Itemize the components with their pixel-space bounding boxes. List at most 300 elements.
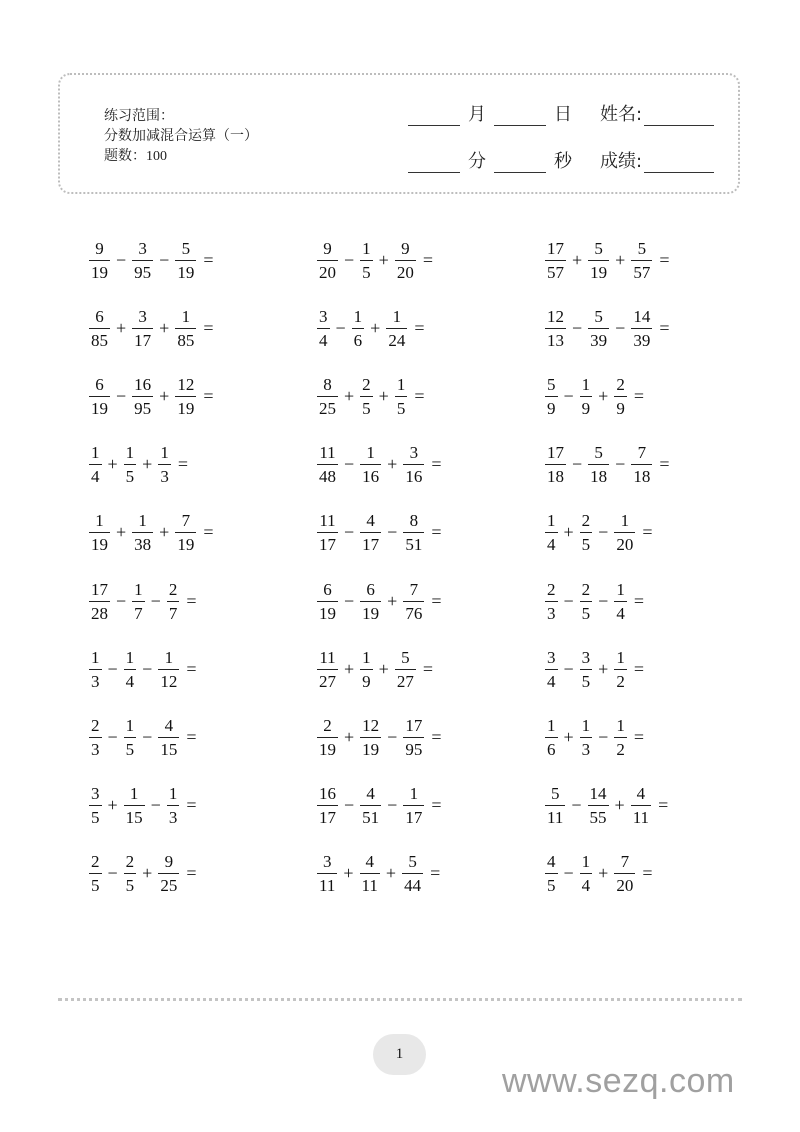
operator: + xyxy=(344,385,355,406)
month-label: 月 xyxy=(468,104,486,125)
fraction xyxy=(175,308,196,349)
numerator: 16 xyxy=(319,784,336,804)
denominator: 85 xyxy=(89,328,110,349)
operator: + xyxy=(116,317,127,338)
operator: + xyxy=(378,658,389,679)
numerator: 5 xyxy=(594,443,603,463)
operator: − xyxy=(344,590,355,611)
operator: + xyxy=(572,249,583,270)
operator: + xyxy=(563,726,574,747)
denominator: 3 xyxy=(89,669,102,690)
denominator: 9 xyxy=(580,396,593,417)
denominator: 18 xyxy=(588,464,609,485)
equals-sign: = xyxy=(177,454,188,475)
operator: − xyxy=(335,317,346,338)
problem-item xyxy=(316,236,433,284)
operator: + xyxy=(159,522,170,543)
denominator: 4 xyxy=(580,873,593,894)
fraction xyxy=(167,785,180,826)
denominator: 4 xyxy=(614,601,627,622)
fraction xyxy=(124,853,137,894)
numerator: 1 xyxy=(168,784,178,804)
day-label: 日 xyxy=(554,104,572,125)
fraction xyxy=(545,785,565,826)
fraction xyxy=(580,717,593,758)
fraction xyxy=(360,444,381,485)
numerator: 5 xyxy=(181,238,191,258)
fraction xyxy=(580,512,593,553)
footer-divider xyxy=(58,998,742,1001)
fraction xyxy=(317,240,338,281)
numerator: 2 xyxy=(581,579,591,599)
fraction xyxy=(545,581,558,622)
numerator: 6 xyxy=(95,306,104,326)
fraction xyxy=(614,376,627,417)
denominator: 5 xyxy=(360,260,373,281)
fraction xyxy=(360,512,381,553)
numerator: 1 xyxy=(616,715,625,735)
denominator: 11 xyxy=(360,873,380,894)
operator: − xyxy=(598,726,609,747)
numerator: 1 xyxy=(134,579,143,599)
operator: + xyxy=(378,385,389,406)
denominator: 19 xyxy=(89,396,110,417)
numerator: 3 xyxy=(138,306,147,326)
denominator: 3 xyxy=(158,464,171,485)
numerator: 1 xyxy=(164,647,174,667)
numerator: 4 xyxy=(164,715,174,735)
denominator: 38 xyxy=(132,532,153,553)
fraction xyxy=(614,512,635,553)
fraction xyxy=(360,376,373,417)
fraction xyxy=(89,376,110,417)
fraction xyxy=(158,717,179,758)
equals-sign: = xyxy=(633,590,644,611)
denominator: 55 xyxy=(588,805,609,826)
numerator: 17 xyxy=(405,715,423,735)
denominator: 5 xyxy=(580,669,593,690)
fraction xyxy=(614,649,627,690)
fraction xyxy=(175,240,196,281)
operator: + xyxy=(614,795,625,816)
equals-sign: = xyxy=(642,863,653,884)
denominator: 3 xyxy=(580,737,593,758)
fraction xyxy=(545,240,566,281)
fraction xyxy=(352,308,365,349)
date-name-row xyxy=(408,100,714,126)
denominator: 24 xyxy=(386,328,407,349)
numerator: 12 xyxy=(547,306,564,326)
problem-item xyxy=(88,645,196,693)
denominator: 12 xyxy=(158,669,179,690)
numerator: 6 xyxy=(366,579,375,599)
problem-item xyxy=(316,713,441,761)
denominator: 18 xyxy=(631,464,652,485)
denominator: 4 xyxy=(317,328,330,349)
denominator: 48 xyxy=(317,464,338,485)
fraction xyxy=(317,717,338,758)
operator: + xyxy=(563,522,574,543)
denominator: 19 xyxy=(175,396,196,417)
equals-sign: = xyxy=(203,249,214,270)
denominator: 11 xyxy=(545,805,565,826)
fraction xyxy=(89,308,110,349)
fraction xyxy=(89,785,102,826)
equals-sign: = xyxy=(203,317,214,338)
fraction xyxy=(588,785,609,826)
operator: − xyxy=(107,726,118,747)
operator: − xyxy=(344,795,355,816)
fraction xyxy=(124,649,137,690)
operator: − xyxy=(387,522,398,543)
denominator: 19 xyxy=(360,601,381,622)
range-label: 练习范围： xyxy=(104,108,174,124)
problem-item xyxy=(316,304,424,352)
denominator: 20 xyxy=(614,873,635,894)
operator: − xyxy=(150,590,161,611)
fraction xyxy=(395,376,408,417)
numerator: 1 xyxy=(129,784,139,804)
numerator: 11 xyxy=(319,443,336,463)
equals-sign: = xyxy=(186,795,197,816)
fraction xyxy=(167,581,180,622)
denominator: 4 xyxy=(545,532,558,553)
operator: − xyxy=(344,454,355,475)
operator: − xyxy=(150,795,161,816)
fraction xyxy=(614,853,635,894)
operator: − xyxy=(572,454,583,475)
operator: + xyxy=(370,317,381,338)
operator: − xyxy=(563,590,574,611)
denominator: 76 xyxy=(403,601,424,622)
denominator: 5 xyxy=(89,805,102,826)
numerator: 9 xyxy=(401,238,410,258)
equals-sign: = xyxy=(659,317,670,338)
denominator: 3 xyxy=(545,601,558,622)
numerator: 4 xyxy=(547,852,556,872)
problem-item xyxy=(88,713,196,761)
denominator: 20 xyxy=(317,260,338,281)
problem-item xyxy=(88,782,196,830)
problem-item xyxy=(88,577,196,625)
problem-item xyxy=(316,645,433,693)
numerator: 2 xyxy=(125,852,135,872)
operator: − xyxy=(344,522,355,543)
numerator: 5 xyxy=(547,374,556,394)
numerator: 6 xyxy=(323,579,332,599)
numerator: 1 xyxy=(581,852,591,872)
denominator: 51 xyxy=(403,532,424,553)
denominator: 19 xyxy=(360,737,381,758)
name-blank[interactable] xyxy=(644,105,714,126)
fraction xyxy=(132,581,145,622)
fraction xyxy=(631,240,652,281)
problem-item xyxy=(88,850,196,898)
name-label: 姓名: xyxy=(600,104,643,125)
numerator: 11 xyxy=(319,647,336,667)
numerator: 12 xyxy=(177,374,195,394)
denominator: 9 xyxy=(360,669,373,690)
operator: + xyxy=(344,658,355,679)
equals-sign: = xyxy=(414,385,425,406)
fraction xyxy=(317,308,330,349)
denominator: 25 xyxy=(317,396,338,417)
fraction xyxy=(545,717,558,758)
denominator: 39 xyxy=(588,328,609,349)
problem-item xyxy=(544,713,644,761)
problem-item xyxy=(544,236,669,284)
problem-item xyxy=(316,850,440,898)
denominator: 18 xyxy=(545,464,566,485)
numerator: 1 xyxy=(125,715,135,735)
numerator: 5 xyxy=(408,852,417,872)
fraction xyxy=(580,853,593,894)
operator: − xyxy=(615,317,626,338)
fraction xyxy=(158,444,171,485)
numerator: 2 xyxy=(91,852,100,872)
operator: + xyxy=(387,454,398,475)
numerator: 14 xyxy=(589,784,607,804)
numerator: 1 xyxy=(616,579,625,599)
equals-sign: = xyxy=(186,658,197,679)
numerator: 7 xyxy=(620,852,630,872)
denominator: 19 xyxy=(317,601,338,622)
count-value: 100 xyxy=(146,149,167,164)
fraction xyxy=(360,785,381,826)
numerator: 1 xyxy=(181,306,191,326)
numerator: 17 xyxy=(91,579,108,599)
problem-item xyxy=(544,850,652,898)
fraction xyxy=(317,649,338,690)
fraction xyxy=(317,853,337,894)
numerator: 8 xyxy=(323,374,332,394)
fraction xyxy=(631,785,651,826)
fraction xyxy=(395,240,416,281)
page-number: 1 xyxy=(373,1034,426,1075)
numerator: 1 xyxy=(581,374,591,394)
denominator: 5 xyxy=(580,601,593,622)
denominator: 19 xyxy=(89,532,110,553)
fraction xyxy=(588,240,609,281)
numerator: 2 xyxy=(362,374,371,394)
denominator: 19 xyxy=(588,260,609,281)
denominator: 7 xyxy=(132,601,145,622)
second-blank[interactable] xyxy=(494,152,546,173)
operator: + xyxy=(142,863,153,884)
numerator: 2 xyxy=(547,579,556,599)
numerator: 1 xyxy=(362,647,371,667)
operator: + xyxy=(598,658,609,679)
fraction xyxy=(317,512,338,553)
equals-sign: = xyxy=(659,249,670,270)
numerator: 1 xyxy=(125,647,135,667)
numerator: 5 xyxy=(637,238,647,258)
problem-item xyxy=(316,372,424,420)
denominator: 20 xyxy=(395,260,416,281)
problem-count xyxy=(104,146,258,167)
operator: + xyxy=(343,863,354,884)
numerator: 1 xyxy=(138,511,147,531)
denominator: 13 xyxy=(545,328,566,349)
operator: − xyxy=(387,726,398,747)
topic-label: 分数加减混合运算（一） xyxy=(104,128,258,144)
numerator: 3 xyxy=(91,784,100,804)
numerator: 1 xyxy=(581,715,591,735)
numerator: 4 xyxy=(365,852,374,872)
fraction xyxy=(403,444,424,485)
numerator: 1 xyxy=(392,306,402,326)
denominator: 44 xyxy=(402,873,423,894)
equals-sign: = xyxy=(658,795,669,816)
fraction xyxy=(580,649,593,690)
operator: + xyxy=(344,726,355,747)
fraction xyxy=(403,581,424,622)
fraction xyxy=(175,512,196,553)
worksheet-info xyxy=(104,106,258,167)
fraction xyxy=(588,444,609,485)
day-blank[interactable] xyxy=(494,105,546,126)
month-blank[interactable] xyxy=(408,105,460,126)
numerator: 4 xyxy=(366,784,375,804)
numerator: 17 xyxy=(547,443,564,463)
numerator: 1 xyxy=(396,374,406,394)
numerator: 12 xyxy=(362,715,380,735)
fraction xyxy=(89,649,102,690)
denominator: 57 xyxy=(545,260,566,281)
numerator: 1 xyxy=(620,511,630,531)
denominator: 51 xyxy=(360,805,381,826)
equals-sign: = xyxy=(186,863,197,884)
numerator: 1 xyxy=(95,511,104,531)
numerator: 2 xyxy=(323,715,332,735)
denominator: 95 xyxy=(132,396,153,417)
numerator: 5 xyxy=(594,306,603,326)
operator: − xyxy=(598,590,609,611)
problem-item xyxy=(544,782,668,830)
numerator: 3 xyxy=(138,238,147,258)
numerator: 1 xyxy=(409,784,419,804)
equals-sign: = xyxy=(633,726,644,747)
denominator: 95 xyxy=(403,737,424,758)
numerator: 1 xyxy=(366,443,375,463)
denominator: 95 xyxy=(132,260,153,281)
fraction xyxy=(124,444,137,485)
denominator: 4 xyxy=(124,669,137,690)
denominator: 20 xyxy=(614,532,635,553)
numerator: 1 xyxy=(547,511,556,531)
time-score-row xyxy=(408,147,714,173)
numerator: 2 xyxy=(581,511,591,531)
operator: + xyxy=(142,454,153,475)
operator: − xyxy=(116,590,127,611)
operator: + xyxy=(107,454,118,475)
problem-item xyxy=(544,372,644,420)
fraction xyxy=(545,649,558,690)
fraction xyxy=(158,853,179,894)
numerator: 3 xyxy=(581,647,591,667)
fraction xyxy=(89,444,102,485)
denominator: 19 xyxy=(175,260,196,281)
numerator: 17 xyxy=(547,238,564,258)
denominator: 17 xyxy=(317,805,338,826)
problem-item xyxy=(316,509,441,557)
operator: + xyxy=(598,385,609,406)
equals-sign: = xyxy=(431,726,442,747)
denominator: 5 xyxy=(395,396,408,417)
operator: − xyxy=(159,249,170,270)
numerator: 16 xyxy=(134,374,152,394)
fraction xyxy=(545,376,558,417)
fraction xyxy=(124,785,145,826)
fraction xyxy=(631,444,652,485)
score-blank[interactable] xyxy=(644,152,714,173)
fraction xyxy=(132,308,153,349)
operator: + xyxy=(107,795,118,816)
operator: − xyxy=(598,522,609,543)
equals-sign: = xyxy=(414,317,425,338)
fraction xyxy=(580,376,593,417)
denominator: 4 xyxy=(89,464,102,485)
fraction xyxy=(403,785,424,826)
operator: − xyxy=(116,249,127,270)
fraction xyxy=(614,581,627,622)
equals-sign: = xyxy=(431,454,442,475)
denominator: 6 xyxy=(352,328,365,349)
numerator: 1 xyxy=(547,715,556,735)
fraction xyxy=(360,240,373,281)
denominator: 85 xyxy=(175,328,196,349)
minute-label: 分 xyxy=(468,151,486,172)
count-label: 题数： xyxy=(104,148,146,164)
denominator: 19 xyxy=(317,737,338,758)
problem-item xyxy=(316,441,441,489)
denominator: 7 xyxy=(167,601,180,622)
numerator: 9 xyxy=(164,852,174,872)
denominator: 5 xyxy=(124,873,137,894)
numerator: 14 xyxy=(633,306,651,326)
numerator: 2 xyxy=(616,374,625,394)
operator: + xyxy=(159,317,170,338)
fraction xyxy=(175,376,196,417)
denominator: 16 xyxy=(360,464,381,485)
numerator: 5 xyxy=(594,238,603,258)
numerator: 3 xyxy=(409,443,419,463)
numerator: 9 xyxy=(323,238,332,258)
fraction xyxy=(631,308,652,349)
operator: − xyxy=(563,658,574,679)
fraction xyxy=(545,444,566,485)
fraction xyxy=(545,308,566,349)
equals-sign: = xyxy=(422,658,433,679)
fraction xyxy=(403,512,424,553)
fraction xyxy=(545,512,558,553)
denominator: 5 xyxy=(580,532,593,553)
denominator: 5 xyxy=(124,464,137,485)
numerator: 1 xyxy=(362,238,371,258)
denominator: 9 xyxy=(545,396,558,417)
denominator: 11 xyxy=(631,805,651,826)
operator: − xyxy=(116,385,127,406)
fraction xyxy=(89,717,102,758)
denominator: 5 xyxy=(545,873,558,894)
minute-blank[interactable] xyxy=(408,152,460,173)
site-watermark: www.sezq.com xyxy=(502,1062,735,1100)
denominator: 5 xyxy=(89,873,102,894)
operator: − xyxy=(571,795,582,816)
operator: + xyxy=(159,385,170,406)
denominator: 15 xyxy=(124,805,145,826)
equals-sign: = xyxy=(431,522,442,543)
